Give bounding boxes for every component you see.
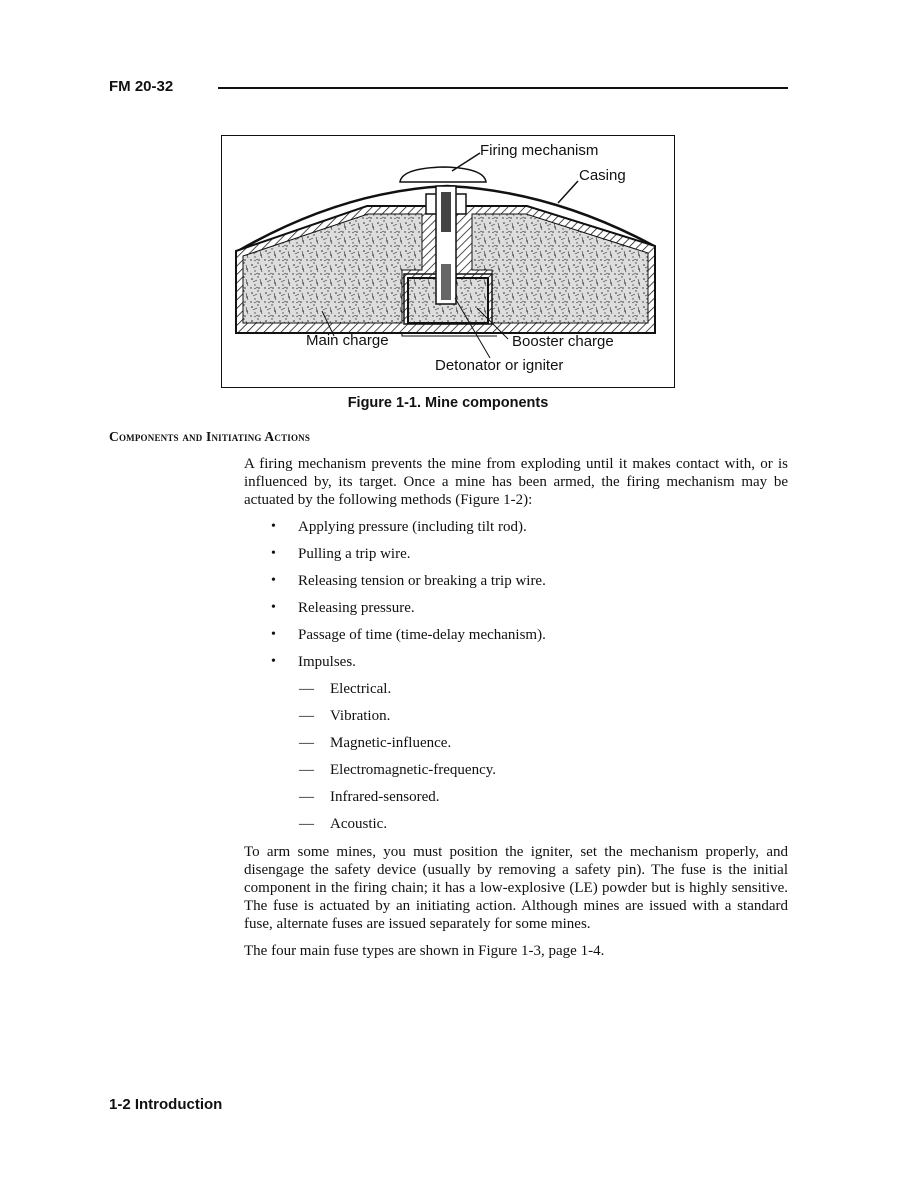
list-item: [244, 599, 788, 617]
dash-icon: —: [299, 708, 314, 724]
dash-icon: —: [299, 789, 314, 805]
detonator: [441, 264, 451, 300]
pressure-plate: [400, 167, 486, 182]
sub-item: [244, 761, 788, 779]
list-item-text: Releasing tension or breaking a trip wire.: [298, 573, 546, 589]
sub-item-text: Electrical.: [330, 681, 392, 697]
list-item-text: Applying pressure (including tilt rod).: [298, 519, 527, 535]
mine-components-figure: [221, 135, 675, 388]
list-item-text: Releasing pressure.: [298, 600, 415, 616]
header-rule: [218, 87, 788, 89]
dash-icon: —: [299, 681, 314, 697]
label-detonator: Detonator or igniter: [435, 357, 564, 374]
list-item: [244, 653, 788, 671]
bullet-icon: •: [271, 654, 276, 669]
bullet-list: [244, 518, 788, 671]
intro-paragraph: A firing mechanism prevents the mine from exploding until it makes contact with, or is influenced by, its target. Once a mine has been armed, the firing mechanism may be actuated by the following methods (Figure 1-2):: [244, 456, 788, 508]
list-item-text: Pulling a trip wire.: [298, 546, 411, 562]
bullet-icon: •: [271, 627, 276, 642]
figure-caption: Figure 1-1. Mine components: [347, 395, 549, 411]
arming-paragraph: To arm some mines, you must position the igniter, set the mechanism properly, and disengage the safety device (usually by removing a safety pin). The fuse is the initial component in the firing chain; it has a low-explosive (LE) powder but is highly sensitive. The fuse is actuated by an initiating action. Although mines are issued with a standard fuse, alternate fuses are issued separately for some mines.: [244, 844, 788, 932]
main-charge-left: [243, 214, 422, 323]
section-body: [244, 455, 788, 969]
list-item: [244, 518, 788, 536]
dash-icon: —: [299, 735, 314, 751]
list-item: [244, 545, 788, 563]
list-item: [244, 626, 788, 644]
bullet-icon: •: [271, 600, 276, 615]
document-code: FM 20-32: [109, 78, 174, 95]
label-firing-mechanism: Firing mechanism: [480, 142, 599, 159]
dash-icon: —: [299, 816, 314, 832]
section-heading: Components and Initiating Actions: [109, 429, 311, 444]
list-item-text: Passage of time (time-delay mechanism).: [298, 627, 546, 643]
sub-list: [244, 680, 788, 833]
list-item: [244, 572, 788, 590]
fuse-types-paragraph: The four main fuse types are shown in Figure 1-3, page 1-4.: [244, 943, 605, 959]
label-casing: Casing: [579, 167, 626, 184]
bullet-icon: •: [271, 519, 276, 534]
sub-item-text: Infrared-sensored.: [330, 789, 440, 805]
sub-item: [244, 734, 788, 752]
sub-item-text: Electromagnetic-frequency.: [330, 762, 497, 778]
sub-item: [244, 815, 788, 833]
label-main-charge: Main charge: [306, 332, 389, 349]
leader-line-casing: [558, 181, 578, 203]
label-booster-charge: Booster charge: [512, 333, 614, 350]
bullet-icon: •: [271, 546, 276, 561]
sub-item-text: Magnetic-influence.: [330, 735, 452, 751]
sub-item-text: Acoustic.: [330, 816, 388, 832]
firing-spring: [441, 192, 451, 232]
sub-item-text: Vibration.: [330, 708, 391, 724]
dash-icon: —: [299, 762, 314, 778]
sub-item: [244, 680, 788, 698]
bullet-icon: •: [271, 573, 276, 588]
sub-item: [244, 707, 788, 725]
sub-item: [244, 788, 788, 806]
list-item-text: Impulses.: [298, 654, 356, 670]
page-footer: 1-2 Introduction: [109, 1096, 223, 1113]
